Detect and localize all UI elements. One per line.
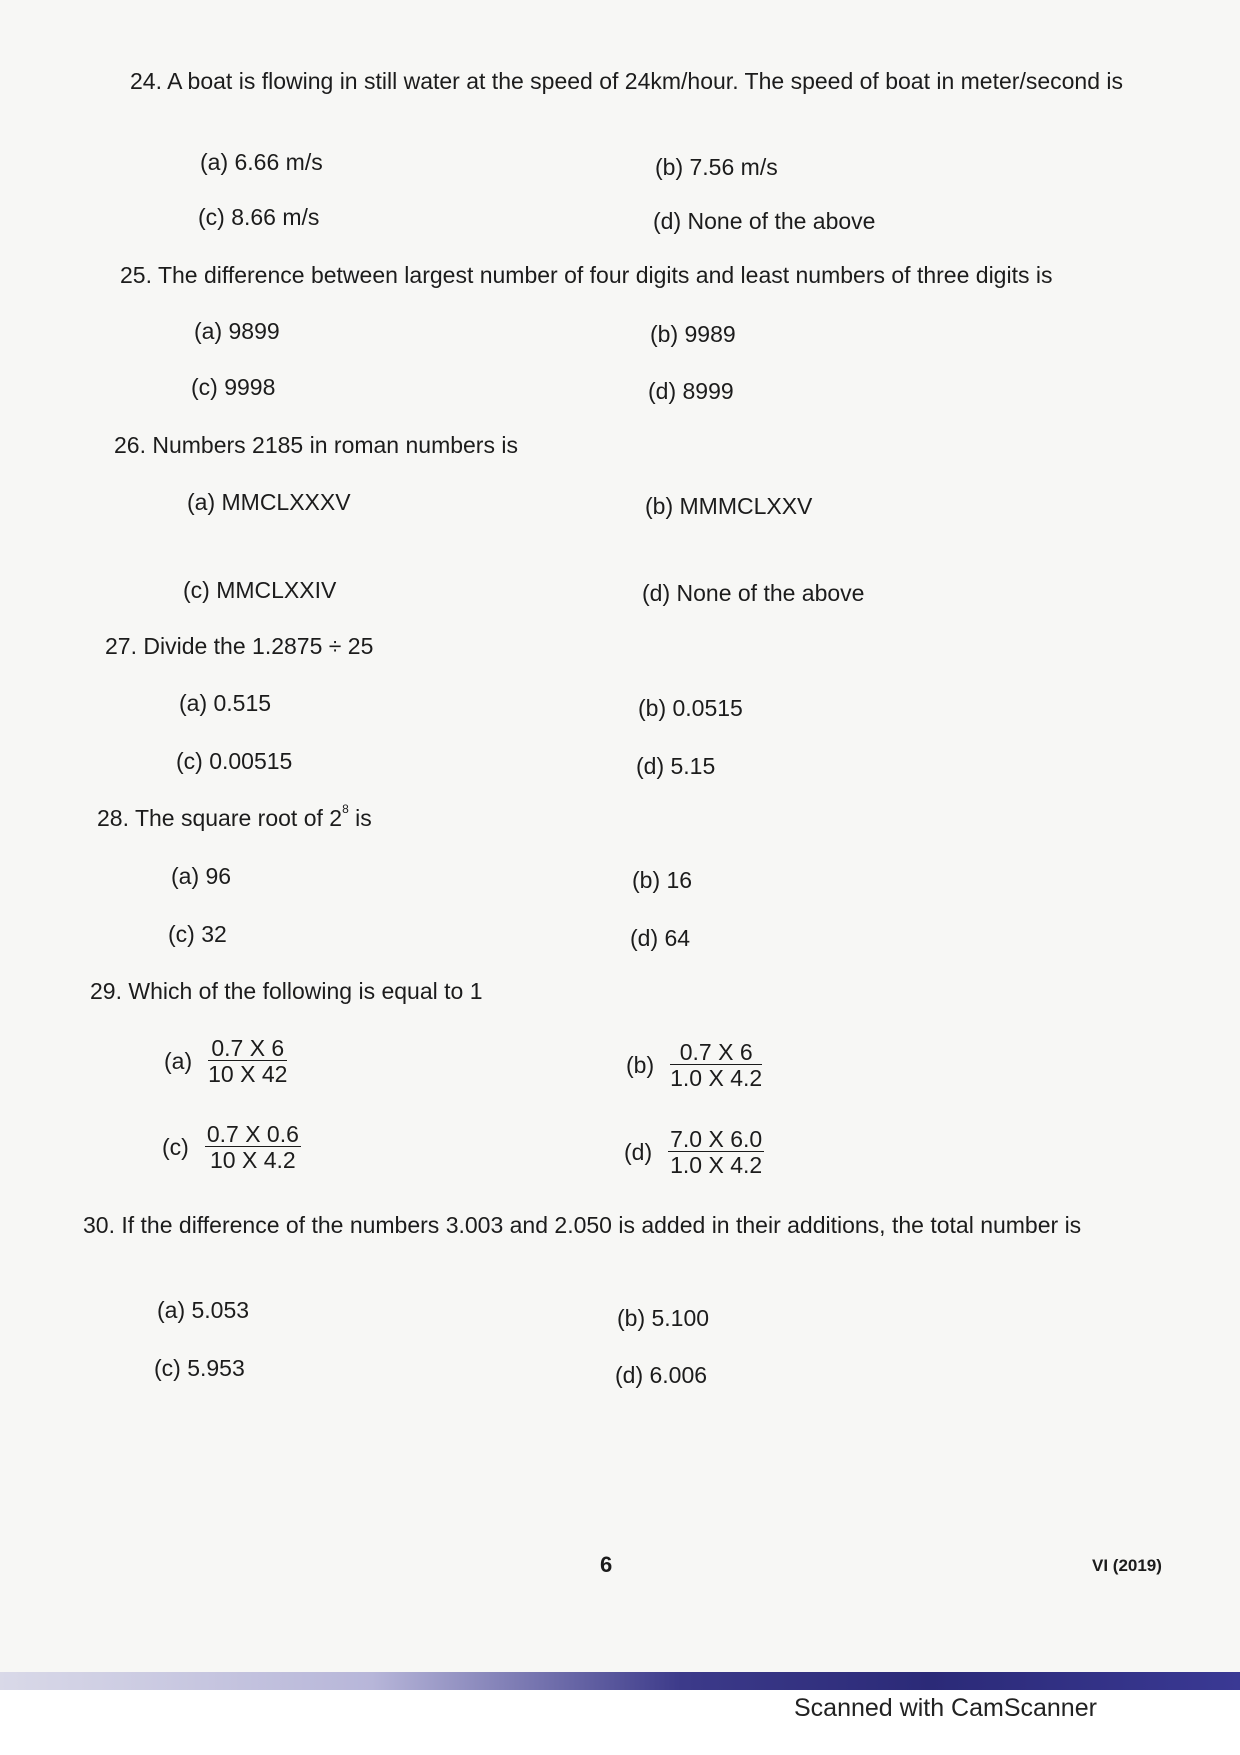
denominator: 10 X 4.2 <box>210 1147 296 1173</box>
question-stem: 30. If the difference of the numbers 3.003 and 2.050 is added in their additions, the total number is <box>83 1212 1082 1238</box>
option-label: (d) <box>624 1139 653 1165</box>
option-d: (d) 5.15 <box>636 753 716 779</box>
exponent: 8 <box>342 802 349 817</box>
denominator: 10 X 42 <box>208 1061 288 1087</box>
option-d: (d) 64 <box>630 925 691 951</box>
question-stem: 24. A boat is flowing in still water at the speed of 24km/hour. The speed of boat in meter/second is <box>130 68 1123 94</box>
option-c: (c) 0.00515 <box>176 748 293 774</box>
option-d <box>624 1127 764 1178</box>
option-label: (a) <box>164 1048 193 1074</box>
fraction <box>205 1122 301 1173</box>
option-d: (d) 8999 <box>648 378 734 404</box>
option-b: (b) 0.0515 <box>638 695 743 721</box>
option-b: (b) 7.56 m/s <box>655 154 778 180</box>
option-b: (b) MMMCLXXV <box>645 493 813 519</box>
scan-edge-band <box>0 1672 1240 1692</box>
option-c: (c) 8.66 m/s <box>198 204 320 230</box>
fraction <box>668 1127 764 1178</box>
option-b: (b) 16 <box>632 867 693 893</box>
option-a: (a) 96 <box>171 863 232 889</box>
question-stem: 26. Numbers 2185 in roman numbers is <box>114 432 518 458</box>
option-a: (a) 9899 <box>194 318 280 344</box>
option-d: (d) 6.006 <box>615 1362 708 1388</box>
option-c: (c) 9998 <box>191 374 276 400</box>
option-label: (c) <box>162 1134 189 1160</box>
option-a: (a) 5.053 <box>157 1297 250 1323</box>
option-a: (a) 0.515 <box>179 690 272 716</box>
question-29 <box>90 978 1170 1004</box>
question-24 <box>130 68 1190 94</box>
stem-text-end: is <box>348 805 372 831</box>
numerator: 7.0 X 6.0 <box>670 1126 763 1152</box>
option-b: (b) 5.100 <box>617 1305 710 1331</box>
option-c <box>162 1122 301 1173</box>
denominator: 1.0 X 4.2 <box>670 1065 763 1091</box>
option-b <box>626 1040 762 1091</box>
option-c: (c) 32 <box>168 921 227 947</box>
option-a: (a) 6.66 m/s <box>200 149 323 175</box>
option-b: (b) 9989 <box>650 321 736 347</box>
page-number: 6 <box>600 1552 613 1577</box>
option-d: (d) None of the above <box>642 580 865 606</box>
question-stem: 27. Divide the 1.2875 ÷ 25 <box>105 633 374 659</box>
numerator: 0.7 X 6 <box>208 1036 287 1061</box>
option-c: (c) 5.953 <box>154 1355 245 1381</box>
question-stem: 29. Which of the following is equal to 1 <box>90 978 483 1004</box>
question-26 <box>114 432 1194 458</box>
camscanner-watermark: Scanned with CamScanner <box>794 1694 1097 1722</box>
question-stem: 25. The difference between largest number of four digits and least numbers of three digits is <box>120 262 1053 288</box>
option-c: (c) MMCLXXIV <box>183 577 337 603</box>
numerator: 0.7 X 0.6 <box>206 1121 299 1147</box>
question-stem <box>97 802 1177 831</box>
fraction <box>208 1036 287 1087</box>
question-27 <box>105 633 1185 659</box>
stem-text: 28. The square root of 2 <box>97 805 343 831</box>
fraction <box>670 1040 762 1091</box>
question-28 <box>97 802 1177 831</box>
question-25 <box>120 262 1200 288</box>
option-a <box>164 1036 287 1087</box>
option-a: (a) MMCLXXXV <box>187 489 351 515</box>
exam-code: VI (2019) <box>1092 1556 1162 1575</box>
question-30 <box>83 1212 1143 1238</box>
numerator: 0.7 X 6 <box>670 1040 762 1065</box>
option-d: (d) None of the above <box>653 208 876 234</box>
denominator: 1.0 X 4.2 <box>670 1152 763 1178</box>
option-label: (b) <box>626 1052 655 1078</box>
